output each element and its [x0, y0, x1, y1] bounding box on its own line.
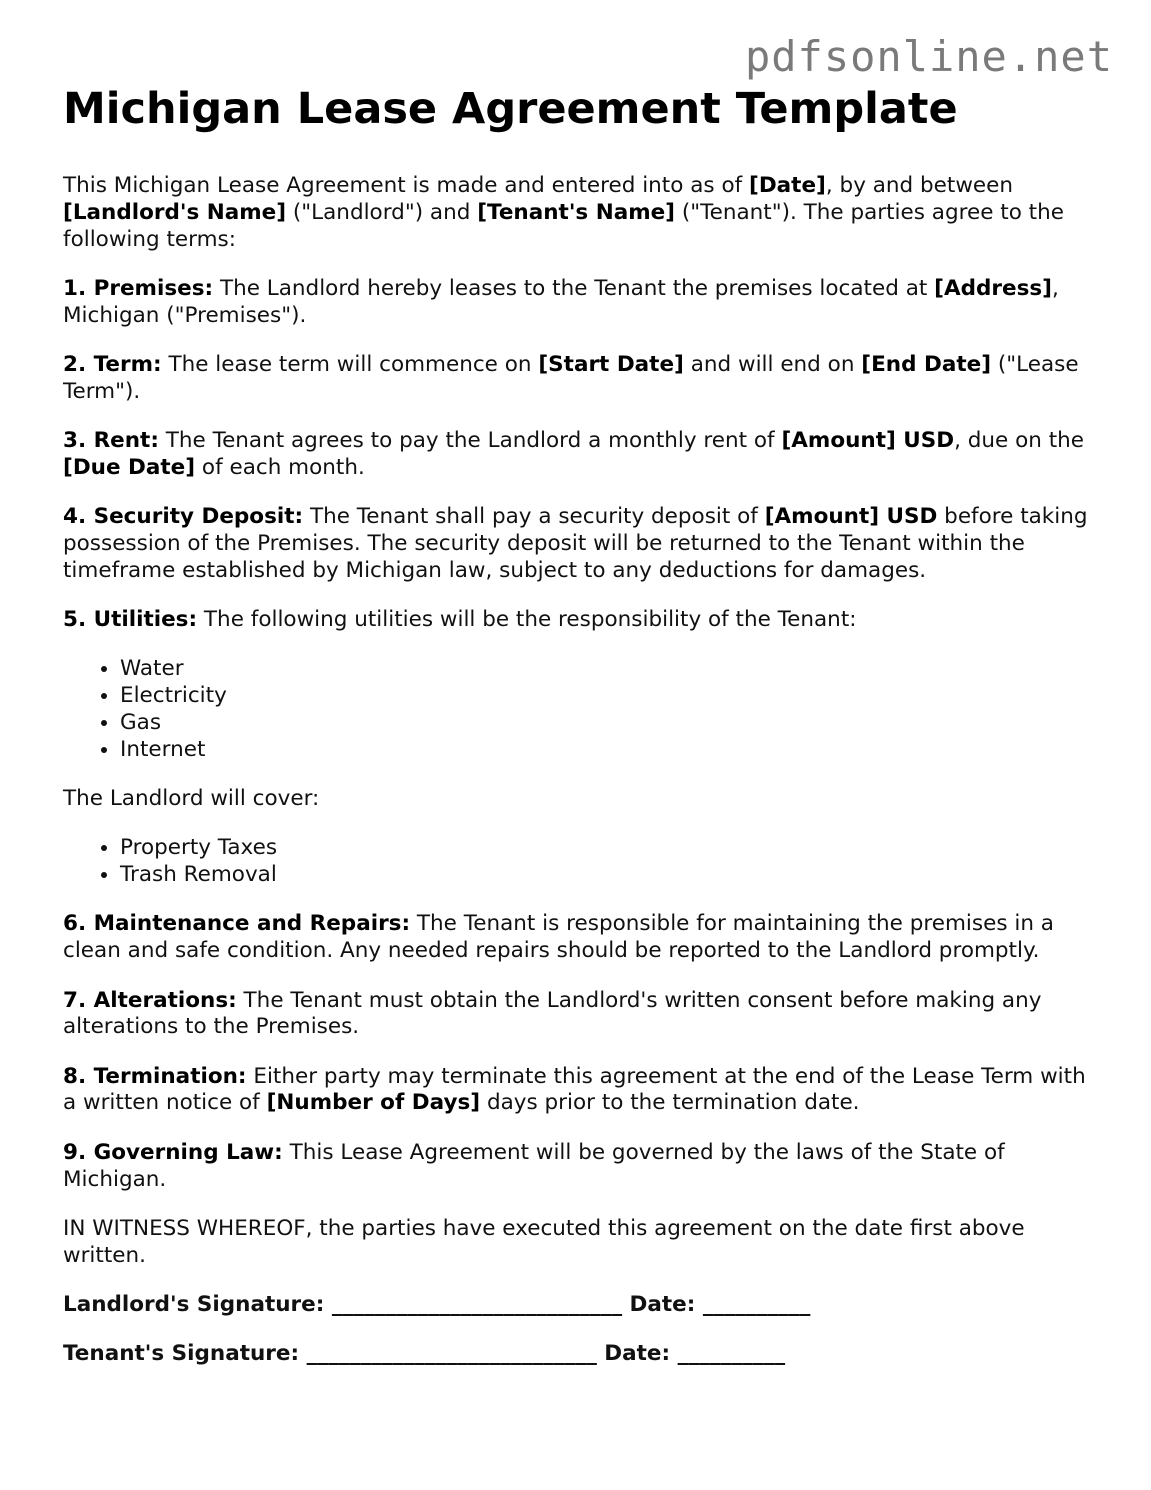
section-heading: 1. Premises:: [63, 275, 214, 301]
section-heading: 8. Termination:: [63, 1063, 247, 1089]
start-date-placeholder: [Start Date]: [538, 351, 684, 377]
intro-text: , by and between: [825, 173, 1014, 198]
watermark: pdfsonline.net: [744, 32, 1113, 81]
section-text: The Tenant agrees to pay the Landlord a monthly rent of: [158, 428, 782, 454]
section-termination: [63, 1064, 1093, 1118]
list-item: • Internet: [120, 737, 1093, 764]
page-title: Michigan Lease Agreement Template: [63, 84, 958, 134]
intro-text: ("Tenant"). The parties agree to the following terms:: [63, 199, 1064, 252]
section-heading: 6. Maintenance and Repairs:: [63, 911, 411, 937]
section-text: and will end on: [683, 351, 862, 377]
landlord-utilities-intro: The Landlord will cover:: [63, 786, 320, 812]
intro-text: This Michigan Lease Agreement is made and entered into as of: [63, 173, 749, 198]
days-placeholder: [Number of Days]: [266, 1090, 481, 1116]
rent-amount-placeholder: [Amount] USD: [781, 428, 955, 454]
section-rent: [63, 428, 1093, 482]
tenant-utilities-list: [63, 656, 1093, 763]
section-text: The Landlord hereby leases to the Tenant the premises located at: [213, 275, 935, 301]
section-governing-law: [63, 1140, 1093, 1194]
date-placeholder: [Date]: [749, 173, 826, 198]
section-text: ("Lease Term").: [63, 351, 1079, 404]
section-security-deposit: [63, 504, 1093, 584]
section-maintenance: [63, 911, 1093, 965]
list-item: • Gas: [120, 710, 1093, 737]
section-text: The Tenant is responsible for maintaining the premises in a clean and safe condition. Any needed repairs should be reported to the Landlord promptly.: [63, 911, 1054, 964]
section-text: The Tenant must obtain the Landlord's written consent before making any alterations to the Premises.: [63, 987, 1042, 1040]
section-text: Either party may terminate this agreement at the end of the Lease Term with a written notice of: [63, 1063, 1086, 1116]
section-text: , Michigan ("Premises").: [63, 275, 1059, 328]
section-heading: 5. Utilities:: [63, 607, 198, 633]
tenant-signature-line: Tenant's Signature: ___________________________ Date: __________: [63, 1341, 786, 1367]
section-term: [63, 352, 1093, 406]
section-text: days prior to the termination date.: [480, 1090, 860, 1116]
address-placeholder: [Address]: [934, 275, 1052, 301]
tenant-name-placeholder: [Tenant's Name]: [477, 199, 676, 225]
landlord-utilities-list: [63, 835, 1093, 889]
section-text: before taking possession of the Premises. The security deposit will be returned to the Tenant within the timeframe established by Michigan law, subject to any deductions for damages.: [63, 504, 1088, 583]
end-date-placeholder: [End Date]: [861, 351, 992, 377]
section-utilities: [63, 607, 1093, 634]
due-date-placeholder: [Due Date]: [63, 454, 196, 480]
landlord-name-placeholder: [Landlord's Name]: [63, 199, 287, 225]
document-body: [63, 84, 1093, 1391]
deposit-amount-placeholder: [Amount] USD: [764, 504, 938, 530]
witness-paragraph: IN WITNESS WHEREOF, the parties have executed this agreement on the date first above written.: [63, 1215, 1025, 1268]
section-heading: 7. Alterations:: [63, 987, 237, 1013]
section-text: , due on the: [954, 428, 1084, 454]
section-text: This Lease Agreement will be governed by the laws of the State of Michigan.: [63, 1139, 1005, 1192]
section-heading: 9. Governing Law:: [63, 1139, 283, 1165]
list-item: • Water: [120, 656, 1093, 683]
section-premises: [63, 276, 1093, 330]
section-alterations: [63, 988, 1093, 1042]
section-heading: 3. Rent:: [63, 428, 159, 454]
list-item: • Trash Removal: [120, 862, 1093, 889]
landlord-signature-line: Landlord's Signature: ___________________________ Date: __________: [63, 1291, 811, 1317]
list-item: • Property Taxes: [120, 835, 1093, 862]
list-item: • Electricity: [120, 683, 1093, 710]
section-text: The Tenant shall pay a security deposit of: [303, 504, 765, 530]
section-heading: 2. Term:: [63, 351, 162, 377]
section-text: The lease term will commence on: [161, 351, 539, 377]
intro-text: ("Landlord") and: [286, 199, 478, 225]
section-text: of each month.: [195, 454, 365, 480]
section-text: The following utilities will be the responsibility of the Tenant:: [197, 607, 857, 633]
intro-paragraph: [63, 173, 1093, 253]
section-heading: 4. Security Deposit:: [63, 504, 304, 530]
